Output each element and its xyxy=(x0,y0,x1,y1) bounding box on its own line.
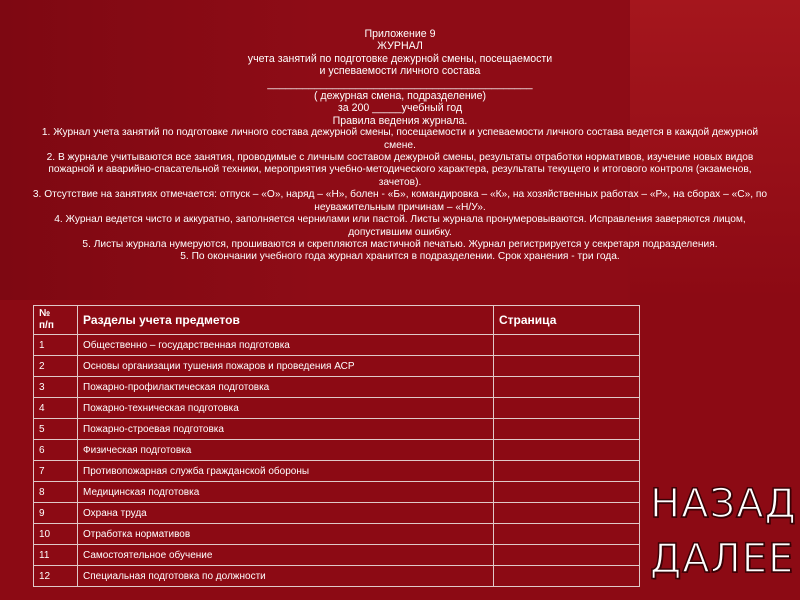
row-page xyxy=(494,545,640,566)
year-line: за 200 _____учебный год xyxy=(337,102,463,115)
row-page xyxy=(494,335,640,356)
rule-item: 2. В журнале учитываются все занятия, проводимые с личным составом дежурной смены, результаты отработки нормативов, изучение новых видов пожарной и аварийно-спасательной техники, мероприятия учебно-методического характера, результаты текущего и итогового контроля (экзаменов, зачетов). xyxy=(46,152,754,188)
table-row xyxy=(34,461,640,482)
row-section: Пожарно-техническая подготовка xyxy=(78,398,494,419)
table-row xyxy=(34,545,640,566)
table-row xyxy=(34,566,640,587)
header-number xyxy=(34,306,78,335)
row-section: Самостоятельное обучение xyxy=(78,545,494,566)
row-number: 2 xyxy=(34,356,78,377)
table-row xyxy=(34,356,640,377)
appendix-label: Приложение 9 xyxy=(364,28,436,40)
row-page xyxy=(494,461,640,482)
row-number: 10 xyxy=(34,524,78,545)
table-row xyxy=(34,335,640,356)
rules-title: Правила ведения журнала. xyxy=(332,114,468,127)
rule-item: 1. Журнал учета занятий по подготовке личного состава дежурной смены, посещаемости и успеваемости личного состава ведется в каждой дежурной смене. xyxy=(41,127,759,151)
row-page xyxy=(494,398,640,419)
back-button[interactable]: НАЗАД xyxy=(650,481,797,527)
header-section: Разделы учета предметов xyxy=(78,306,494,335)
journal-subtitle-line2: и успеваемости личного состава xyxy=(319,65,481,78)
row-number: 1 xyxy=(34,335,78,356)
row-page xyxy=(494,419,640,440)
row-number: 11 xyxy=(34,545,78,566)
row-section: Пожарно-строевая подготовка xyxy=(78,419,494,440)
row-section: Противопожарная служба гражданской обороны xyxy=(78,461,494,482)
document-header xyxy=(30,28,770,264)
journal-subtitle-line1: учета занятий по подготовке дежурной смены, посещаемости xyxy=(247,52,553,65)
row-page xyxy=(494,356,640,377)
table-row xyxy=(34,419,640,440)
row-page xyxy=(494,524,640,545)
row-section: Медицинская подготовка xyxy=(78,482,494,503)
table-row xyxy=(34,482,640,503)
row-section: Специальная подготовка по должности xyxy=(78,566,494,587)
row-page xyxy=(494,482,640,503)
row-section: Отработка нормативов xyxy=(78,524,494,545)
rule-item: 5. По окончании учебного года журнал хранится в подразделении. Срок хранения - три года. xyxy=(180,251,620,263)
table-row xyxy=(34,398,640,419)
row-page xyxy=(494,377,640,398)
row-number: 8 xyxy=(34,482,78,503)
row-section: Пожарно-профилактическая подготовка xyxy=(78,377,494,398)
table-row xyxy=(34,503,640,524)
table-row xyxy=(34,524,640,545)
row-section: Охрана труда xyxy=(78,503,494,524)
blank-fill-line: _____________________________________________ xyxy=(267,77,533,90)
table-header-row xyxy=(34,306,640,335)
header-page: Страница xyxy=(494,306,640,335)
row-section: Основы организации тушения пожаров и проведения АСР xyxy=(78,356,494,377)
next-button[interactable]: ДАЛЕЕ xyxy=(650,536,795,582)
unit-caption: ( дежурная смена, подразделение) xyxy=(313,90,487,103)
row-number: 5 xyxy=(34,419,78,440)
header-number-line1: № xyxy=(39,308,51,319)
row-number: 12 xyxy=(34,566,78,587)
row-number: 3 xyxy=(34,377,78,398)
row-section: Физическая подготовка xyxy=(78,440,494,461)
row-number: 7 xyxy=(34,461,78,482)
header-number-line2: п/п xyxy=(39,320,54,331)
row-page xyxy=(494,566,640,587)
row-page xyxy=(494,503,640,524)
journal-title: ЖУРНАЛ xyxy=(377,40,423,53)
subjects-table xyxy=(33,305,640,587)
rule-item: 3. Отсутствие на занятиях отмечается: отпуск – «О», наряд – «Н», болен - «Б», командировка – «К», на хозяйственных работах – «Р», на сборах – «С», по неуважительным причинам – «Н/У». xyxy=(32,189,768,213)
row-number: 9 xyxy=(34,503,78,524)
rule-item: 5. Листы журнала нумеруются, прошиваются и скрепляются мастичной печатью. Журнал регистрируется у секретаря подразделения. xyxy=(82,238,718,250)
row-number: 4 xyxy=(34,398,78,419)
row-number: 6 xyxy=(34,440,78,461)
row-page xyxy=(494,440,640,461)
table-row xyxy=(34,377,640,398)
row-section: Общественно – государственная подготовка xyxy=(78,335,494,356)
rule-item: 4. Журнал ведется чисто и аккуратно, заполняется чернилами или пастой. Листы журнала пронумеровываются. Исправления заверяются лицом, допустившим ошибку. xyxy=(54,214,746,238)
table-row xyxy=(34,440,640,461)
